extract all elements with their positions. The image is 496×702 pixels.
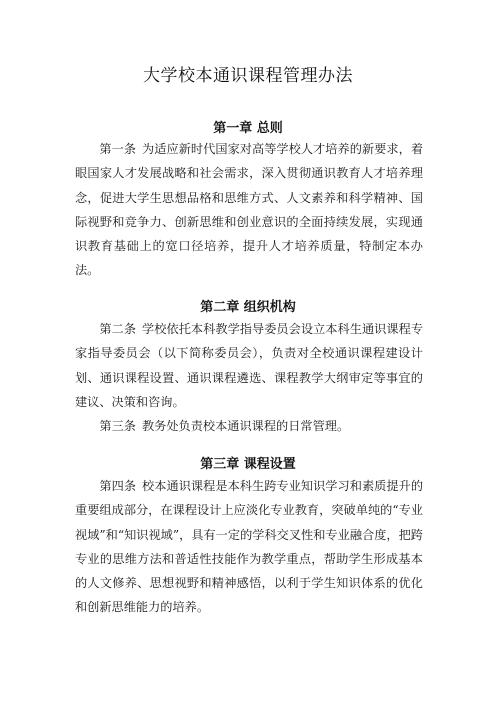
- article-2: [75, 317, 423, 414]
- article-text: 教务处负责校本通识课程的日常管理。: [141, 419, 350, 433]
- chapter-heading-3: 第三章 课程设置: [200, 457, 296, 472]
- article-label: 第二条: [99, 322, 137, 336]
- chapter-heading-2: 第二章 组织机构: [200, 300, 296, 315]
- article-4: [75, 474, 423, 620]
- document-title: 大学校本通识课程管理办法: [143, 66, 353, 86]
- chapter-heading-1: 第一章 总则: [213, 121, 283, 136]
- article-label: 第一条: [99, 142, 137, 156]
- article-label: 第三条: [99, 419, 136, 433]
- article-1: [75, 137, 423, 283]
- article-text: 学校依托本科教学指导委员会设立本科生通识课程专家指导委员会（以下简称委员会），负责对全校通识课程建设计划、通识课程设置、通识课程遴选、课程教学大纲审定等事宜的建议、决策和咨询。: [75, 322, 424, 409]
- article-text: 为适应新时代国家对高等学校人才培养的新要求，着眼国家人才发展战略和社会需求，深入贯彻通识教育人才培养理念，促进大学生思想品格和思维方式、人文素养和科学精神、国际视野和竞争力、创新思维和创业意识的全面持续发展，实现通识教育基础上的宽口径培养，提升人才培养质量，特制定本办法。: [75, 142, 424, 278]
- article-3: [75, 414, 423, 438]
- article-label: 第四条: [99, 479, 137, 493]
- article-text: 校本通识课程是本科生跨专业知识学习和素质提升的重要组成部分，在课程设计上应淡化专业教育，突破单纯的“专业视域”和“知识视域”，具有一定的学科交叉性和专业融合度，把跨专业的思维方法和普适性技能作为教学重点，帮助学生形成基本的人文修养、思想视野和精神感悟，以利于学生知识体系的优化和创新思维能力的培养。: [75, 479, 424, 615]
